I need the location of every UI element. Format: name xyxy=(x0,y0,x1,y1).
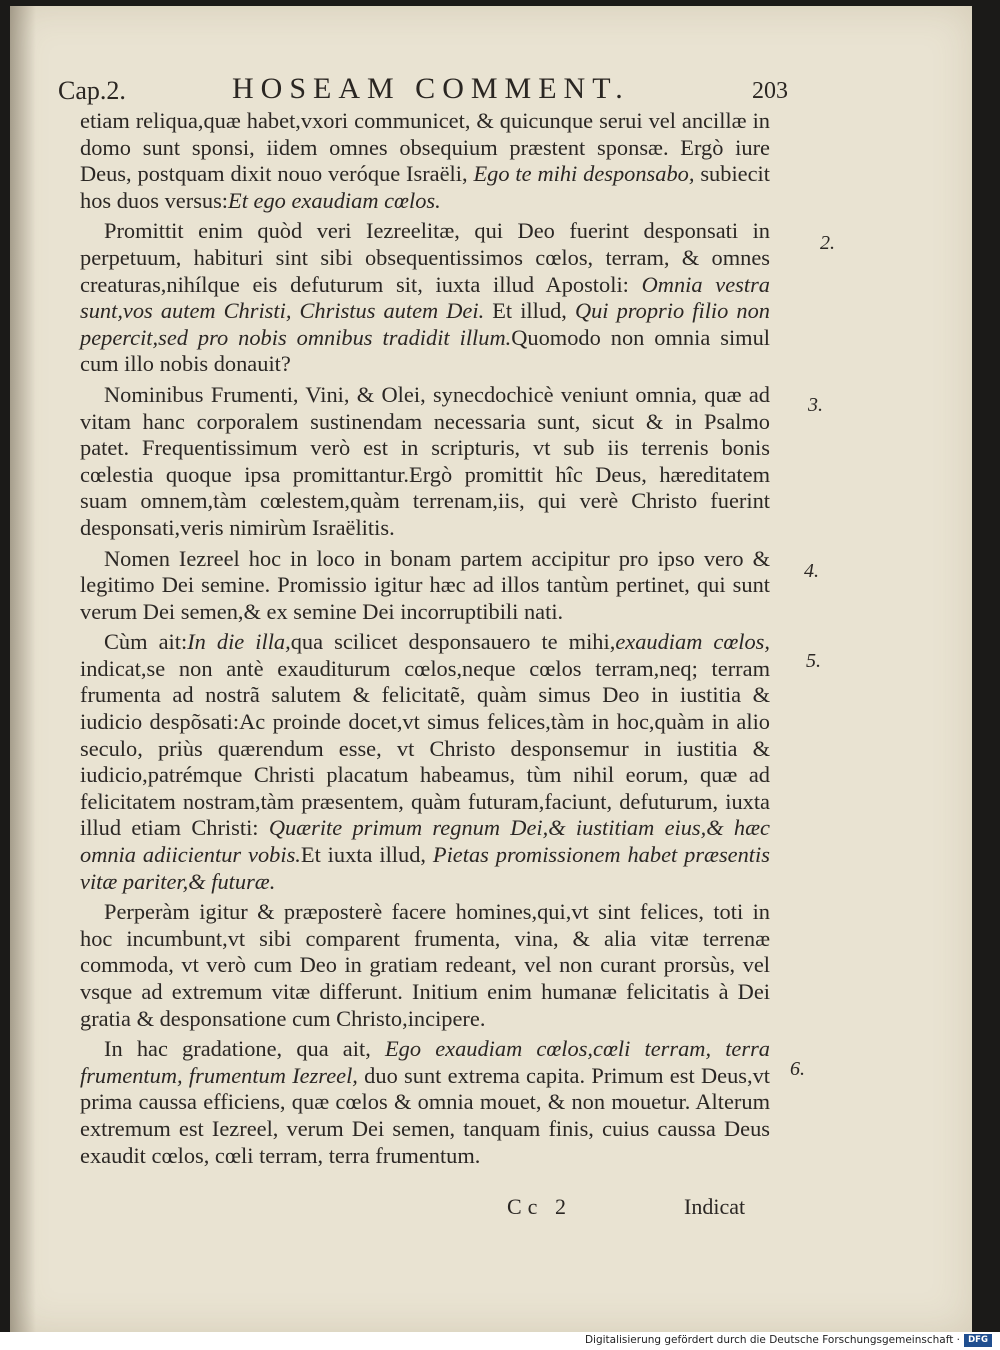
text-run: Et illud, xyxy=(484,298,575,324)
dfg-logo: DFG xyxy=(964,1334,992,1347)
margin-note: 2. xyxy=(820,232,835,254)
paragraph xyxy=(80,108,770,214)
margin-note: 5. xyxy=(806,650,821,672)
catchword: Indicat xyxy=(684,1194,746,1219)
text-run: duo sunt extrema capita. Primum est Deus,vt prima caussa efficiens, quæ cœlos & omnia mouet, & non mouetur. Alterum extremum est Iezreel, verum Dei semen, tanquam finis, cuius caussa Deus exaudit cœlos, cœli terram, terra frumentum. xyxy=(80,1062,770,1168)
text-run: Promittit enim quòd veri Iezreelitæ, qui Deo fuerint desponsati in perpetuum, habituri sint sibi obsequentissimos cœlos, terram, & omnes creaturas,nihílque eis defuturum sit, iuxta illud Apostoli: xyxy=(80,218,770,297)
page-number: 203 xyxy=(752,78,788,104)
running-header xyxy=(58,72,788,112)
italic-quotation: Quærite primum regnum Dei,& iustitiam eius,& hæc omnia adiicientur vobis. xyxy=(80,815,770,868)
chapter-label: Cap.2. xyxy=(58,76,126,105)
text-run: Cùm ait: xyxy=(104,629,188,655)
italic-quotation: Pietas promissionem habet præsentis vitæ pariter,& futuræ. xyxy=(80,842,770,894)
text-run: etiam reliqua,quæ habet,vxori communicet, & quicunque serui vel ancillæ in domo sunt sponsi, iidem omnes obsequium præstent sponsæ. Ergò iure Deus, postquam dixit nouo veróque Israëli, xyxy=(80,108,770,187)
paragraph xyxy=(80,629,770,895)
credit-bar xyxy=(0,1332,1000,1350)
text-run: subiecit hos duos versus: xyxy=(80,161,770,213)
text-run: indicat,se non antè exauditurum cœlos,neque cœlos terram,neq; terram frumenta ad nostrã salutem & felicitatẽ, quàm simus Deo in iustitia & iudicio despõsati:Ac proinde docet,vt simus felices,tàm in hoc,quàm in alio seculo, priùs quærendum esse, vt Christo desponsemur in iustitia & iudicio,patrémque Christi placatum habeamus, tùm nihil eorum, quæ ad felicitatem nostram,tàm præsentem, quàm futuram,faciunt, defuturum, iuxta illud etiam Christi: xyxy=(80,655,770,841)
paragraph xyxy=(80,899,770,1032)
text-run: Nominibus Frumenti, Vini, & Olei, synecdochicè veniunt omnia, quæ ad vitam hanc corporalem sustinendam necessaria sunt, sicut & in Psalmo patet. Frequentissimum verò est in scripturis, vt sub iis terrenis bonis cœlestia quoque ipsa promittantur.Ergò promittit hîc Deus, hæreditatem suam omnem,tàm cœlestem,quàm terrenam,iis, qui verè Christo fuerint desponsati,veris nimirùm Israëlitis. xyxy=(80,381,770,540)
italic-quotation: Qui proprio filio non pepercit,sed pro nobis omnibus tradidit illum. xyxy=(80,298,770,350)
text-run: In hac gradatione, qua ait, xyxy=(104,1036,385,1062)
margin-note: 3. xyxy=(808,394,823,416)
italic-quotation: Omnia vestra sunt,vos autem Christi, Christus autem Dei. xyxy=(80,271,770,324)
margin-note: 6. xyxy=(790,1058,805,1080)
credit-text: Digitalisierung gefördert durch die Deutsche Forschungsgemeinschaft · xyxy=(584,1334,960,1346)
text-run: Perperàm igitur & præposterè facere homines,qui,vt sint felices, toti in hoc incumbunt,vt sibi comparent frumenta, vina, & alia vitæ terrenæ commoda, vt verò cum Deo in gratiam redeant, vel non curant prorsùs, vel vsque ad extremum vitæ differunt. Initium enim humanæ felicitatis à Dei gratia & desponsatione cum Christo,incipere. xyxy=(80,899,770,1031)
running-title: HOSEAM COMMENT. xyxy=(232,72,630,105)
page-gutter-shadow xyxy=(10,6,36,1332)
italic-quotation: exaudiam cœlos, xyxy=(615,629,770,655)
paragraph xyxy=(80,1036,770,1169)
italic-quotation: Et ego exaudiam cœlos. xyxy=(228,187,441,213)
text-run: Nomen Iezreel hoc in loco in bonam partem accipitur pro ipso vero & legitimo Dei semine. Promissio igitur hæc ad illos tantùm pertinet, qui sunt verum Dei semen,& ex semine Dei incorruptibili nati. xyxy=(80,545,770,624)
italic-quotation: In die illa, xyxy=(187,629,291,655)
italic-quotation: Ego te mihi desponsabo, xyxy=(473,161,695,187)
text-run: Et iuxta illud, xyxy=(300,842,433,868)
text-run: qua scilicet desponsauero te mihi, xyxy=(290,629,616,655)
text-run: Quomodo non omnia simul cum illo nobis donauit? xyxy=(80,324,770,377)
paragraph xyxy=(80,382,770,542)
signature-mark: Cc 2 xyxy=(507,1194,572,1219)
italic-quotation: Ego exaudiam cœlos,cœli terram, terra frumentum, frumentum Iezreel, xyxy=(80,1036,770,1088)
paragraph xyxy=(80,546,770,626)
margin-note: 4. xyxy=(804,560,819,582)
paragraph xyxy=(80,218,770,378)
commentary-text xyxy=(80,108,770,1173)
